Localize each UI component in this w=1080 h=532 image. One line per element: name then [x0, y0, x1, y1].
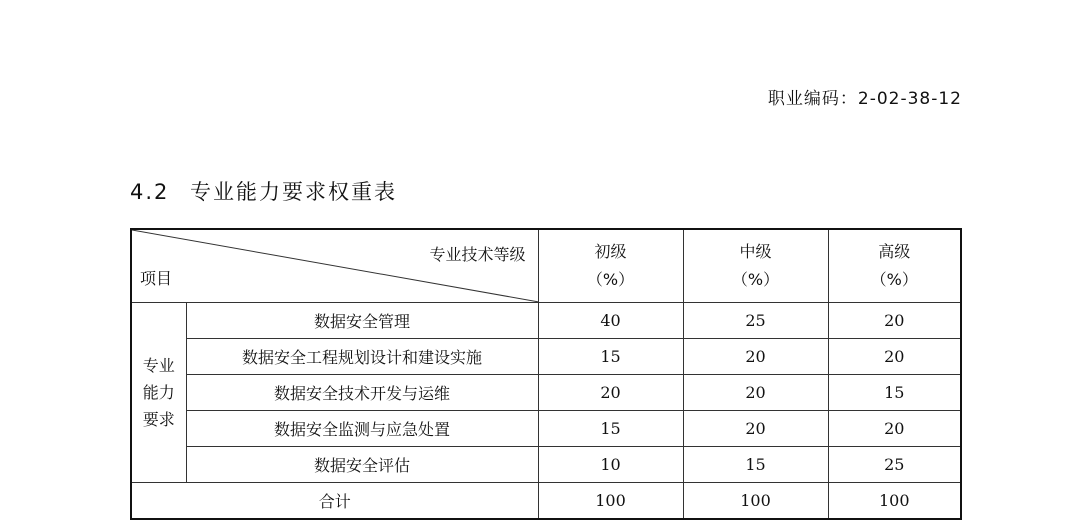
level-unit: （%）: [586, 270, 635, 289]
weight-value: 40: [538, 303, 683, 339]
item-name: 数据安全监测与应急处置: [186, 411, 538, 447]
weight-value: 15: [538, 339, 683, 375]
item-name: 数据安全技术开发与运维: [186, 375, 538, 411]
category-line: 能力: [142, 383, 175, 402]
item-name: 数据安全评估: [186, 447, 538, 483]
section-title: 专业能力要求权重表: [190, 180, 397, 204]
weight-value: 25: [683, 303, 828, 339]
table-row: [131, 303, 961, 339]
weight-value: 20: [828, 339, 961, 375]
level-name: 初级: [594, 242, 627, 261]
level-unit: （%）: [731, 270, 780, 289]
table-header-row: [131, 229, 961, 303]
weight-value: 20: [683, 339, 828, 375]
total-value: 100: [683, 483, 828, 520]
level-header-junior: [538, 229, 683, 303]
category-line: 要求: [142, 410, 175, 429]
corner-cell: [131, 229, 538, 303]
table-row: [131, 339, 961, 375]
corner-level-label: 专业技术等级: [429, 245, 526, 264]
weight-value: 20: [683, 375, 828, 411]
weight-value: 15: [683, 447, 828, 483]
total-row: [131, 483, 961, 520]
weight-value: 20: [683, 411, 828, 447]
weight-table: [130, 228, 962, 520]
category-cell: [131, 303, 186, 483]
section-number: 4.2: [130, 180, 170, 204]
table-row: [131, 411, 961, 447]
level-name: 中级: [739, 242, 772, 261]
level-name: 高级: [878, 242, 911, 261]
weight-value: 20: [828, 303, 961, 339]
weight-value: 15: [538, 411, 683, 447]
total-label: 合计: [131, 483, 538, 520]
item-name: 数据安全工程规划设计和建设实施: [186, 339, 538, 375]
table-row: [131, 375, 961, 411]
weight-value: 20: [538, 375, 683, 411]
table-row: [131, 447, 961, 483]
diagonal-line: [132, 230, 539, 302]
level-header-senior: [828, 229, 961, 303]
level-header-intermediate: [683, 229, 828, 303]
total-value: 100: [828, 483, 961, 520]
item-name: 数据安全管理: [186, 303, 538, 339]
level-unit: （%）: [870, 270, 918, 289]
weight-value: 10: [538, 447, 683, 483]
category-line: 专业: [142, 356, 175, 375]
section-heading: [130, 176, 397, 206]
weight-value: 25: [828, 447, 961, 483]
corner-item-label: 项目: [140, 269, 173, 288]
weight-value: 15: [828, 375, 961, 411]
total-value: 100: [538, 483, 683, 520]
occupation-code: 职业编码：2-02-38-12: [767, 89, 962, 109]
weight-value: 20: [828, 411, 961, 447]
